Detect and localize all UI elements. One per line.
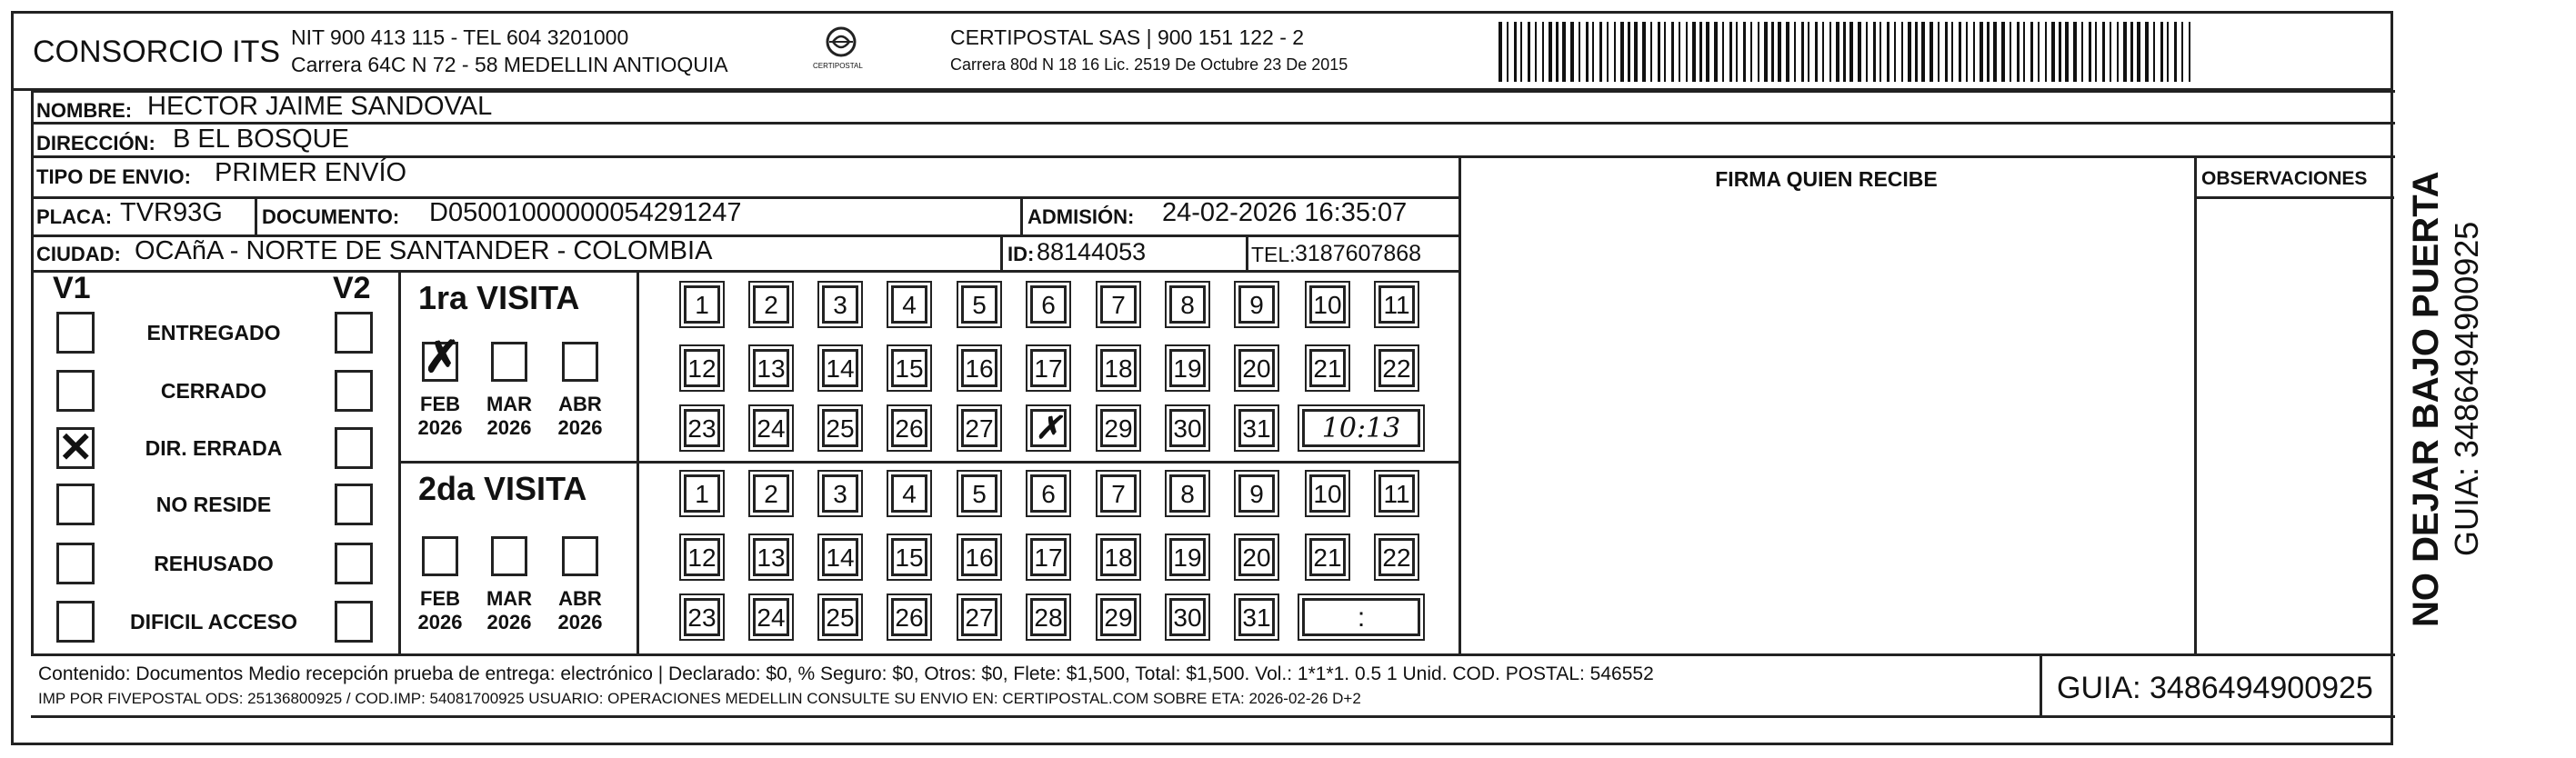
- barcode-bar: [1887, 22, 1889, 82]
- barcode-bar: [1535, 22, 1537, 82]
- day-box[interactable]: 12: [684, 349, 720, 387]
- day-box[interactable]: 4: [891, 474, 927, 513]
- visit2-title: 2da VISITA: [418, 470, 587, 507]
- barcode-bar: [1993, 22, 1997, 82]
- year-label: 2026: [557, 611, 603, 633]
- carrier-license: Carrera 80d N 18 16 Lic. 2519 De Octubre 23 De 2015: [950, 55, 1348, 74]
- day-box[interactable]: 5: [961, 474, 997, 513]
- ciudad-value: OCAñA - NORTE DE SANTANDER - COLOMBIA: [135, 236, 713, 265]
- barcode-bar: [1634, 22, 1638, 82]
- barcode-bar: [1520, 22, 1522, 82]
- barcode-bar: [2174, 22, 2177, 82]
- barcode-bar: [2181, 22, 2183, 82]
- v2-checkbox[interactable]: [335, 601, 373, 643]
- firma-header: FIRMA QUIEN RECIBE: [1715, 167, 1938, 191]
- status-label: NO RESIDE: [155, 493, 272, 516]
- id-value: 88144053: [1037, 238, 1147, 265]
- status-label: DIR. ERRADA: [145, 436, 283, 460]
- time-box[interactable]: 10:13: [1302, 409, 1420, 447]
- footer-guia: GUIA: 3486494900925: [2057, 671, 2373, 705]
- admision-label: ADMISIÓN:: [1027, 205, 1135, 228]
- day-box[interactable]: 29: [1100, 598, 1137, 636]
- day-box[interactable]: 31: [1238, 409, 1275, 447]
- barcode-bar: [1873, 22, 1876, 82]
- barcode-bar: [1556, 22, 1559, 82]
- barcode-bar: [1836, 22, 1839, 82]
- day-box[interactable]: 14: [822, 538, 858, 576]
- time-box[interactable]: :: [1302, 598, 1420, 636]
- day-box[interactable]: 9: [1238, 285, 1275, 324]
- day-box[interactable]: 22: [1378, 349, 1415, 387]
- day-box[interactable]: 7: [1100, 285, 1137, 324]
- month-checkbox[interactable]: [491, 342, 527, 382]
- ciudad-label: CIUDAD:: [36, 243, 121, 265]
- day-box[interactable]: 17: [1030, 349, 1067, 387]
- sender-nit: NIT 900 413 115 - TEL 604 3201000: [291, 25, 629, 49]
- v2-checkbox[interactable]: [335, 312, 373, 354]
- day-box[interactable]: 14: [822, 349, 858, 387]
- year-label: 2026: [486, 416, 532, 439]
- divider: [31, 270, 1458, 273]
- nombre-value: HECTOR JAIME SANDOVAL: [147, 92, 493, 121]
- barcode-bar: [2017, 22, 2020, 82]
- day-box[interactable]: 2: [753, 285, 789, 324]
- barcode-bar: [1879, 22, 1881, 82]
- barcode-bar: [1929, 22, 1933, 82]
- month-checkbox[interactable]: [562, 536, 598, 576]
- status-label: ENTREGADO: [146, 321, 281, 344]
- day-box[interactable]: 10: [1309, 285, 1346, 324]
- barcode-bar: [1628, 22, 1630, 82]
- barcode-bar: [2145, 22, 2149, 82]
- barcode-bar: [2030, 22, 2033, 82]
- barcode-bar: [1692, 22, 1696, 82]
- direccion-label: DIRECCIÓN:: [36, 132, 155, 155]
- month-checkbox[interactable]: [491, 536, 527, 576]
- barcode-bar: [1514, 22, 1517, 82]
- day-box[interactable]: 8: [1169, 474, 1206, 513]
- day-box[interactable]: 6: [1030, 474, 1067, 513]
- barcode-bar: [1815, 22, 1818, 82]
- observations-area[interactable]: [2198, 200, 2392, 651]
- barcode-bar: [1858, 22, 1861, 82]
- barcode-bar: [1699, 22, 1702, 82]
- barcode-bar: [1959, 22, 1961, 82]
- day-box[interactable]: 13: [753, 349, 789, 387]
- barcode-bar: [1945, 22, 1948, 82]
- divider: [398, 461, 1458, 464]
- day-box[interactable]: 9: [1238, 474, 1275, 513]
- v1-checkbox[interactable]: [56, 601, 95, 643]
- barcode-bar: [1549, 22, 1552, 82]
- barcode-bar: [1706, 22, 1709, 82]
- v2-checkbox[interactable]: [335, 484, 373, 525]
- observaciones-header: OBSERVACIONES: [2201, 168, 2368, 189]
- barcode-bar: [1714, 22, 1718, 82]
- barcode-bar: [1542, 22, 1544, 82]
- month-checkbox[interactable]: [562, 342, 598, 382]
- day-box[interactable]: 27: [961, 409, 997, 447]
- admision-value: 24-02-2026 16:35:07: [1162, 198, 1408, 227]
- status-label: REHUSADO: [154, 552, 274, 575]
- day-box[interactable]: 18: [1100, 349, 1137, 387]
- barcode-bar: [1951, 22, 1953, 82]
- day-box[interactable]: 3: [822, 474, 858, 513]
- day-box[interactable]: 24: [753, 598, 789, 636]
- divider: [31, 715, 2395, 718]
- barcode-bar: [1771, 22, 1774, 82]
- footer-content: Contenido: Documentos Medio recepción prueba de entrega: electrónico | Declarado: $0, % Seguro: $0, Otros: $0, Flete: $1,500, Total: $1,500. Vol.: 1*1*1. 0.5 1 Unid. COD. POSTAL: 546552: [38, 663, 1654, 684]
- check-mark-icon: ✗: [424, 334, 461, 382]
- barcode-bar: [1938, 22, 1940, 82]
- v1-checkbox[interactable]: [56, 312, 95, 354]
- day-box[interactable]: 30: [1169, 598, 1206, 636]
- tel-value: 3187607868: [1295, 241, 1422, 266]
- day-box[interactable]: 10: [1309, 474, 1346, 513]
- month-label: MAR: [486, 587, 533, 610]
- check-mark-icon: ✕: [58, 424, 94, 471]
- barcode-bar: [1801, 22, 1804, 82]
- status-label: DIFICIL ACCESO: [129, 610, 297, 633]
- barcode-bar: [2102, 22, 2105, 82]
- day-box[interactable]: 7: [1100, 474, 1137, 513]
- v2-checkbox[interactable]: [335, 427, 373, 469]
- day-box[interactable]: 25: [822, 598, 858, 636]
- divider: [1458, 155, 1461, 653]
- month-label: MAR: [486, 393, 533, 415]
- logo-text: CERTIPOSTAL: [813, 62, 863, 70]
- barcode-bar: [1679, 22, 1680, 82]
- direccion-value: B EL BOSQUE: [173, 125, 349, 154]
- day-box[interactable]: 1: [684, 474, 720, 513]
- placa-value: TVR93G: [120, 198, 223, 227]
- barcode-bar: [1973, 22, 1975, 82]
- day-box[interactable]: 17: [1030, 538, 1067, 576]
- day-box[interactable]: 19: [1169, 349, 1206, 387]
- barcode-bar: [1607, 22, 1609, 82]
- divider: [1000, 234, 1003, 270]
- barcode-bar: [1599, 22, 1602, 82]
- barcode-bar: [1562, 22, 1566, 82]
- v1-checkbox[interactable]: [56, 484, 95, 525]
- day-box[interactable]: 15: [891, 349, 927, 387]
- v2-checkbox[interactable]: [335, 370, 373, 412]
- barcode-bar: [2065, 22, 2069, 82]
- day-box[interactable]: 16: [961, 349, 997, 387]
- barcode-bar: [1736, 22, 1738, 82]
- footer-imp: IMP POR FIVEPOSTAL ODS: 25136800925 / COD.IMP: 54081700925 USUARIO: OPERACIONES MEDELLIN CONSULTE SU ENVIO EN: CERTIPOSTAL.COM SOBRE ETA: 2026-02-26 D+2: [38, 690, 1361, 707]
- sender-company: CONSORCIO ITS: [33, 35, 281, 69]
- barcode-bar: [2073, 22, 2077, 82]
- day-box[interactable]: 2: [753, 474, 789, 513]
- divider: [1020, 196, 1023, 234]
- day-box-marked[interactable]: [1030, 409, 1067, 447]
- barcode-bar: [2160, 22, 2163, 82]
- barcode-bar: [1579, 22, 1580, 82]
- barcode-bar: [1507, 22, 1509, 82]
- day-box[interactable]: 11: [1378, 474, 1415, 513]
- side-guia: GUIA: 3486494900925: [2448, 221, 2485, 556]
- day-box[interactable]: 5: [961, 285, 997, 324]
- barcode-bar: [2089, 22, 2091, 82]
- divider: [2194, 155, 2197, 653]
- barcode-bar: [2130, 22, 2133, 82]
- day-box[interactable]: 1: [684, 285, 720, 324]
- barcode-bar: [1908, 22, 1911, 82]
- year-label: 2026: [417, 611, 463, 633]
- day-box[interactable]: 29: [1100, 409, 1137, 447]
- day-box[interactable]: 11: [1378, 285, 1415, 324]
- barcode-bar: [1822, 22, 1824, 82]
- barcode-bar: [1664, 22, 1666, 82]
- barcode-bar: [1570, 22, 1574, 82]
- tipo-label: TIPO DE ENVIO:: [36, 165, 191, 188]
- barcode-bar: [2167, 22, 2169, 82]
- day-box[interactable]: 21: [1309, 349, 1346, 387]
- month-label: FEB: [420, 393, 460, 415]
- barcode-bar: [1750, 22, 1752, 82]
- tipo-value: PRIMER ENVÍO: [215, 158, 407, 187]
- divider: [31, 90, 34, 653]
- v1-checkbox[interactable]: [56, 370, 95, 412]
- barcode-bar: [2110, 22, 2111, 82]
- side-warning: NO DEJAR BAJO PUERTA: [2406, 171, 2446, 627]
- barcode-bar: [1764, 22, 1768, 82]
- year-label: 2026: [417, 416, 463, 439]
- barcode-bar: [1843, 22, 1846, 82]
- day-box[interactable]: 31: [1238, 598, 1275, 636]
- day-box[interactable]: 21: [1309, 538, 1346, 576]
- barcode-bar: [1849, 22, 1853, 82]
- barcode-bar: [2038, 22, 2040, 82]
- day-box[interactable]: 16: [961, 538, 997, 576]
- certipostal-logo: [809, 24, 873, 78]
- day-box[interactable]: 3: [822, 285, 858, 324]
- barcode-bar: [2095, 22, 2097, 82]
- barcode-bar: [1778, 22, 1781, 82]
- barcode-bar: [2051, 22, 2055, 82]
- barcode-bar: [1758, 22, 1759, 82]
- v1-checkbox[interactable]: [56, 543, 95, 584]
- barcode-bar: [1620, 22, 1624, 82]
- month-label: FEB: [420, 587, 460, 610]
- id-label: ID:: [1007, 243, 1035, 265]
- day-box[interactable]: 26: [891, 598, 927, 636]
- month-checkbox[interactable]: [422, 536, 458, 576]
- barcode-bar: [1966, 22, 1968, 82]
- barcode-bar: [1829, 22, 1831, 82]
- nombre-label: NOMBRE:: [36, 99, 133, 122]
- day-box[interactable]: 22: [1378, 538, 1415, 576]
- status-label: CERRADO: [160, 379, 267, 403]
- v1-header: V1: [53, 271, 91, 305]
- barcode-bar: [1528, 22, 1530, 82]
- barcode-bar: [1586, 22, 1589, 82]
- day-box[interactable]: 20: [1238, 538, 1275, 576]
- barcode-bar: [1686, 22, 1688, 82]
- day-box[interactable]: 28: [1030, 598, 1067, 636]
- day-box[interactable]: 8: [1169, 285, 1206, 324]
- month-label: ABR: [558, 587, 602, 610]
- day-box[interactable]: 12: [684, 538, 720, 576]
- barcode-bar: [1987, 22, 1990, 82]
- barcode-bar: [1722, 22, 1724, 82]
- barcode-bar: [2081, 22, 2083, 82]
- barcode-bar: [1671, 22, 1674, 82]
- barcode-bar: [2010, 22, 2011, 82]
- day-box[interactable]: 26: [891, 409, 927, 447]
- divider: [31, 122, 2395, 125]
- divider: [1246, 234, 1248, 270]
- barcode-bar: [1658, 22, 1660, 82]
- barcode-bar: [1614, 22, 1616, 82]
- barcode-bar: [1980, 22, 1983, 82]
- barcode-bar: [1915, 22, 1918, 82]
- day-box[interactable]: 27: [961, 598, 997, 636]
- barcode-bar: [2023, 22, 2025, 82]
- day-box[interactable]: 13: [753, 538, 789, 576]
- day-box[interactable]: 24: [753, 409, 789, 447]
- barcode-bar: [2153, 22, 2155, 82]
- barcode-bar: [1498, 22, 1502, 82]
- v2-header: V2: [333, 271, 371, 305]
- barcode: [1498, 22, 2199, 82]
- placa-label: PLACA:: [36, 205, 113, 228]
- tel-label: TEL:: [1251, 243, 1296, 266]
- day-box[interactable]: 19: [1169, 538, 1206, 576]
- barcode-bar: [1808, 22, 1809, 82]
- year-label: 2026: [557, 416, 603, 439]
- barcode-bar: [2117, 22, 2119, 82]
- barcode-bar: [1921, 22, 1925, 82]
- day-box[interactable]: 20: [1238, 349, 1275, 387]
- day-box[interactable]: 23: [684, 598, 720, 636]
- barcode-bar: [1794, 22, 1796, 82]
- barcode-bar: [1901, 22, 1903, 82]
- barcode-bar: [1650, 22, 1652, 82]
- barcode-bar: [2189, 22, 2190, 82]
- year-label: 2026: [486, 611, 532, 633]
- divider: [2194, 196, 2394, 199]
- day-box[interactable]: 25: [822, 409, 858, 447]
- v2-checkbox[interactable]: [335, 543, 373, 584]
- check-mark-icon: ✗: [1035, 410, 1062, 446]
- barcode-bar: [1743, 22, 1746, 82]
- divider: [2040, 653, 2042, 715]
- month-label: ABR: [558, 393, 602, 415]
- carrier-name: CERTIPOSTAL SAS | 900 151 122 - 2: [950, 25, 1305, 49]
- divider: [255, 196, 257, 234]
- barcode-bar: [2045, 22, 2047, 82]
- day-box[interactable]: 23: [684, 409, 720, 447]
- visit1-title: 1ra VISITA: [418, 279, 580, 316]
- barcode-bar: [2123, 22, 2127, 82]
- barcode-bar: [1592, 22, 1594, 82]
- sender-address: Carrera 64C N 72 - 58 MEDELLIN ANTIOQUIA: [291, 53, 728, 76]
- day-box[interactable]: 6: [1030, 285, 1067, 324]
- day-box[interactable]: 30: [1169, 409, 1206, 447]
- barcode-bar: [1866, 22, 1868, 82]
- day-box[interactable]: 18: [1100, 538, 1137, 576]
- documento-value: D05001000000054291247: [429, 198, 742, 227]
- barcode-bar: [1642, 22, 1646, 82]
- barcode-bar: [1729, 22, 1732, 82]
- signature-area[interactable]: [1462, 200, 2191, 651]
- day-box[interactable]: 15: [891, 538, 927, 576]
- barcode-bar: [1786, 22, 1789, 82]
- documento-label: DOCUMENTO:: [262, 205, 400, 228]
- barcode-bar: [2001, 22, 2005, 82]
- barcode-bar: [2059, 22, 2061, 82]
- barcode-bar: [2137, 22, 2140, 82]
- day-box[interactable]: 4: [891, 285, 927, 324]
- barcode-bar: [1894, 22, 1896, 82]
